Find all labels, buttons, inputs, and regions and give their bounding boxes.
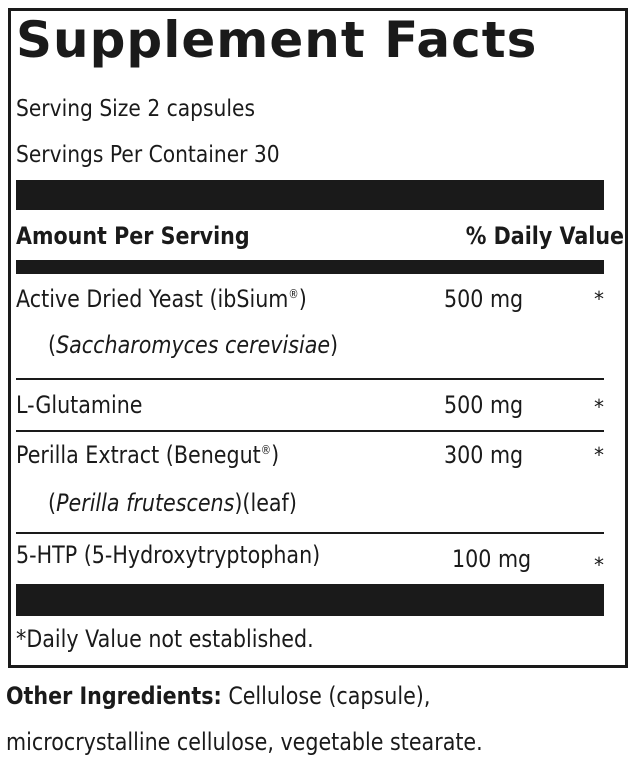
ingredient-name: 5-HTP (5-Hydroxytryptophan) bbox=[16, 541, 321, 569]
daily-value-header: % Daily Value bbox=[465, 222, 624, 250]
ingredient-latin-name: (Perilla frutescens)(leaf) bbox=[48, 489, 297, 517]
amount-per-serving-header: Amount Per Serving bbox=[16, 222, 250, 250]
daily-value-asterisk: * bbox=[594, 287, 604, 311]
daily-value-asterisk: * bbox=[594, 395, 604, 419]
ingredient-name: L-Glutamine bbox=[16, 391, 143, 419]
thick-divider-bottom bbox=[16, 584, 604, 616]
row-divider bbox=[16, 430, 604, 432]
other-ingredients-label: Other Ingredients: bbox=[6, 682, 222, 710]
daily-value-asterisk: * bbox=[594, 553, 604, 577]
other-ingredients-line1: Other Ingredients: Cellulose (capsule), bbox=[6, 682, 431, 710]
ingredient-name: Active Dried Yeast (ibSium®) bbox=[16, 285, 307, 313]
footnote: *Daily Value not established. bbox=[16, 625, 314, 653]
daily-value-asterisk: * bbox=[594, 443, 604, 467]
servings-per-container: Servings Per Container 30 bbox=[16, 142, 280, 168]
ingredient-amount: 500 mg bbox=[444, 285, 524, 313]
ingredient-amount: 500 mg bbox=[444, 391, 524, 419]
ingredient-name: Perilla Extract (Benegut®) bbox=[16, 441, 280, 469]
thick-divider-top bbox=[16, 180, 604, 210]
ingredient-amount: 100 mg bbox=[452, 545, 532, 573]
ingredient-latin-name: (Saccharomyces cerevisiae) bbox=[48, 331, 339, 359]
row-divider bbox=[16, 532, 604, 534]
ingredient-amount: 300 mg bbox=[444, 441, 524, 469]
page-title: Supplement Facts bbox=[16, 11, 538, 69]
thick-divider-header bbox=[16, 260, 604, 274]
row-divider bbox=[16, 378, 604, 380]
serving-size: Serving Size 2 capsules bbox=[16, 96, 256, 122]
other-ingredients-line2: microcrystalline cellulose, vegetable stearate. bbox=[6, 728, 483, 756]
